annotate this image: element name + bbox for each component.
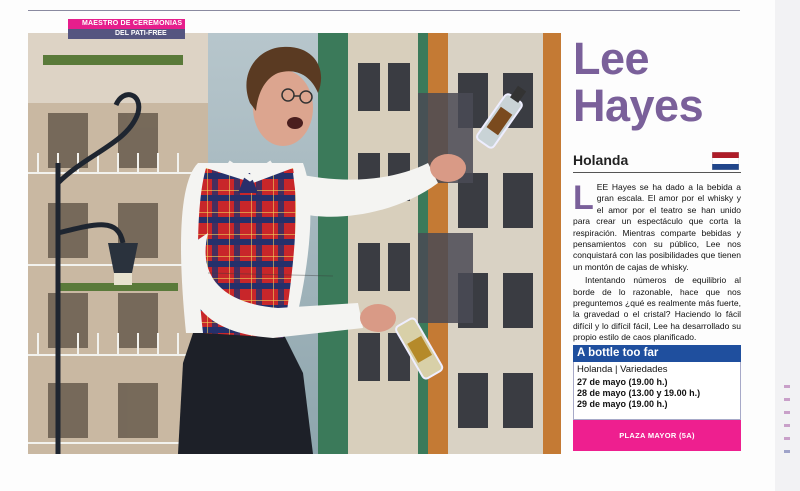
show-venue: PLAZA MAYOR (5A) [573,420,741,451]
page-edge [775,0,800,491]
country-row [573,150,741,173]
article-body [573,179,741,346]
section-tag-line2: DEL PATI-FREE [68,29,185,39]
paragraph-2: Intentando números de equilibrio al borde de lo razonable, hace que nos preguntemos ¿qué es realmente más fuerte, la gravedad o el cristal? Haciendo lo fácil difícil y lo difícil fácil, Lee ha desarrollado su propio estilo de caos planificado. [573,275,741,343]
show-date-3: 29 de mayo (19.00 h.) [577,399,668,409]
show-info-box [573,362,741,420]
article-title [573,35,743,129]
title-first-name: Lee [573,33,650,84]
show-date-1: 27 de mayo (19.00 h.) [577,377,668,387]
show-category: Holanda | Variedades [577,364,668,375]
performer-photo [28,33,561,454]
section-tag [68,19,185,39]
section-tag-line1: MAESTRO DE CEREMONIAS [68,19,185,29]
title-last-name: Hayes [573,80,704,131]
drop-cap: L [573,179,594,217]
netherlands-flag-icon [712,152,739,170]
paragraph-1-text: EE Hayes se ha dado a la bebida a gran escala. El amor por el whisky y el amor por el teatro se han unido para crear un espectáculo que corta la respiración. Mientras comparte bebidas y pensamientos con su público, Lee nos conquistará con las posibilidades que tienen un montón de cajas de whisky. [573,182,741,272]
show-date-2: 28 de mayo (13.00 y 19.00 h.) [577,388,701,398]
header-rule [28,10,740,11]
country-label: Holanda [573,152,629,168]
show-title: A bottle too far [573,345,741,362]
paragraph-1 [573,179,741,273]
